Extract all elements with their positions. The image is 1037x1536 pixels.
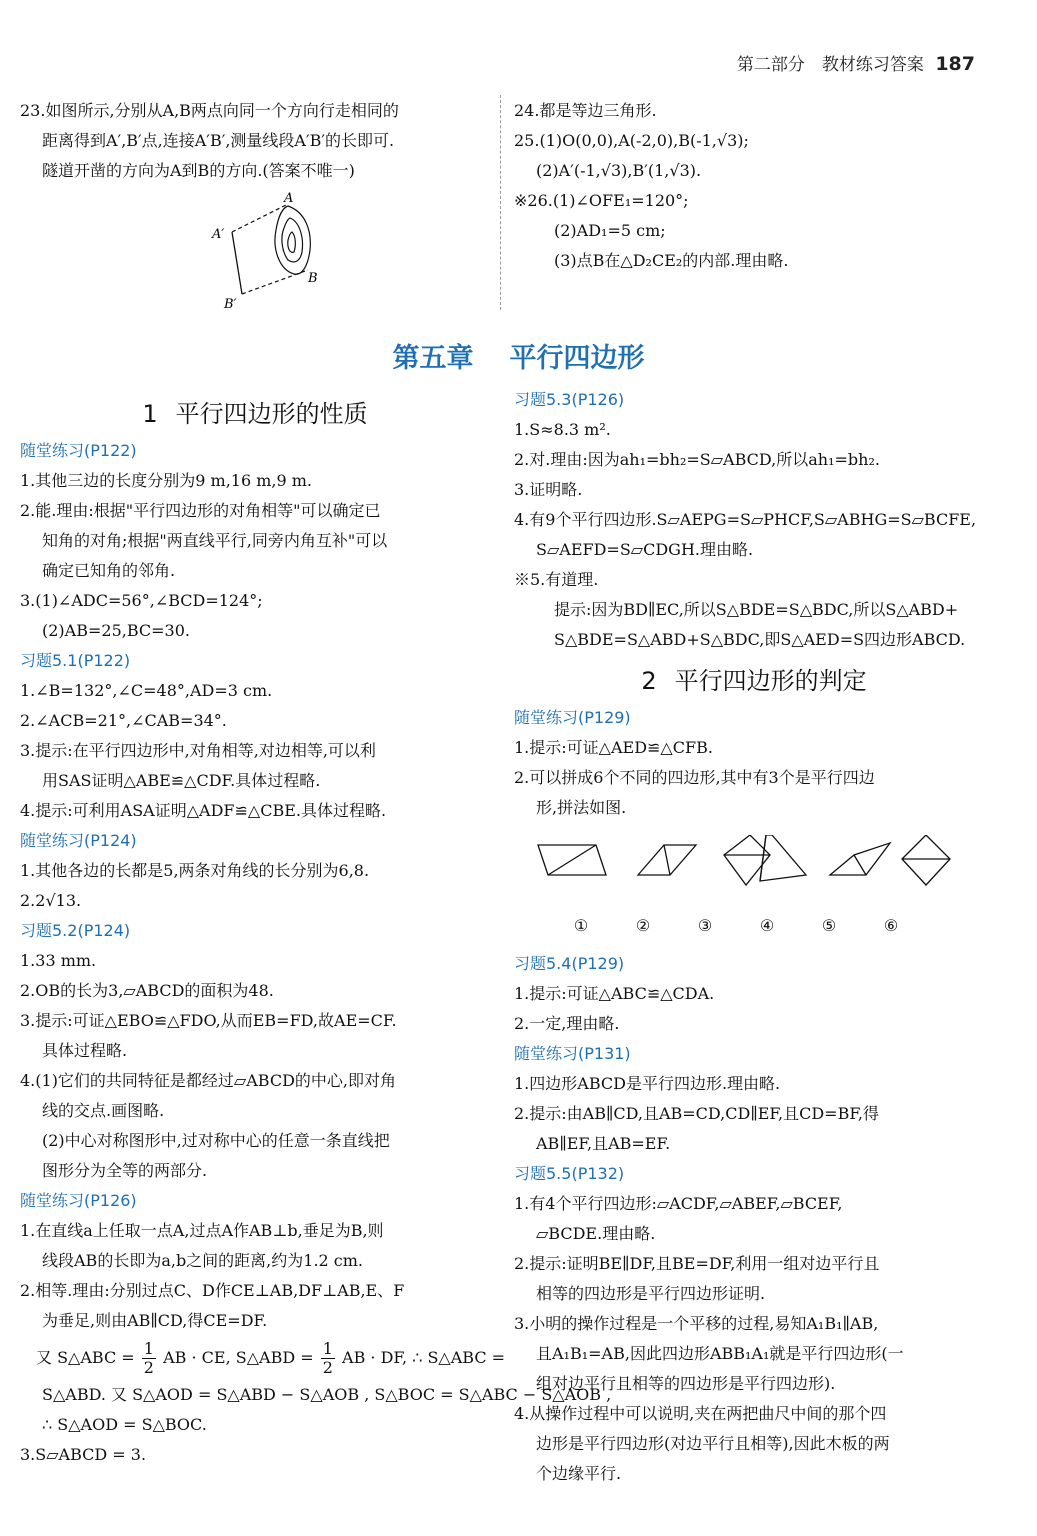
answer-line: ※5.有道理. [514,570,599,589]
answer-line: AB∥EF,且AB=EF. [536,1134,671,1153]
chapter-number: 第五章 [392,343,474,374]
tunnel-figure [210,190,330,315]
answer-line: 4.从操作过程中可以说明,夹在两把曲尺中间的那个四 [514,1404,887,1423]
answer-line: 确定已知角的邻角. [42,561,176,580]
answer-line: 3.提示:在平行四边形中,对角相等,对边相等,可以利 [20,741,376,760]
answer-line: 1.有4个平行四边形:▱ACDF,▱ABEF,▱BCEF, [514,1194,843,1213]
answer-line: ※26.(1)∠OFE₁=120°; [514,191,689,210]
shape-label: ③ [697,916,713,935]
answer-line: 相等的四边形是平行四边形证明. [536,1284,766,1303]
section-heading: 习题5.1(P122) [20,651,131,670]
shape-label: ④ [759,916,775,935]
answer-line: 2.提示:由AB∥CD,且AB=CD,CD∥EF,且CD=BF,得 [514,1104,880,1123]
answer-line: ∴ S△AOD = S△BOC. [42,1415,207,1434]
answer-line: 个边缘平行. [536,1464,622,1483]
answer-line: 线的交点.画图略. [42,1101,165,1120]
fig-label-a-prime: A′ [212,227,225,242]
column-divider [500,95,501,310]
answer-line: 25.(1)O(0,0),A(-2,0),B(-1,√3); [514,131,749,150]
quadrilateral-figures [514,835,994,915]
answer-line: 4.有9个平行四边形.S▱AEPG=S▱PHCF,S▱ABHG=S▱BCFE, [514,510,977,529]
answer-line: 2.可以拼成6个不同的四边形,其中有3个是平行四边 [514,768,875,787]
section-title: 2 平行四边形的判定 [641,667,867,695]
q24-26-block [514,96,994,276]
section-heading: 习题5.5(P132) [514,1164,625,1183]
answer-line: 2.2√13. [20,891,82,910]
answer-line: 1.提示:可证△AED≌△CFB. [514,738,713,757]
answer-line: 提示:因为BD∥EC,所以S△BDE=S△BDC,所以S△ABD+ [554,600,959,619]
answer-line: 具体过程略. [42,1041,128,1060]
answer-line: 1.∠B=132°,∠C=48°,AD=3 cm. [20,681,273,700]
answer-line: 2.OB的长为3,▱ABCD的面积为48. [20,981,274,1000]
answer-line: (2)中心对称图形中,过对称中心的任意一条直线把 [42,1131,390,1150]
answer-line: 用SAS证明△ABE≌△CDF.具体过程略. [42,771,321,790]
answer-line: 形,拼法如图. [536,798,627,817]
section-title: 1 平行四边形的性质 [142,400,368,428]
frac-line: 又 S△ABC = $\frac{1}{2}$ AB · CE, S△ABD = $\frac{1}{2}$ AB · DF, ∴ S△ABC = [36,1339,506,1377]
section-heading: 随堂练习(P131) [514,1044,631,1063]
answer-line: 3.(1)∠ADC=56°,∠BCD=124°; [20,591,263,610]
answer-line: 4.提示:可利用ASA证明△ADF≌△CBE.具体过程略. [20,801,387,820]
answer-line: 且A₁B₁=AB,因此四边形ABB₁A₁就是平行四边形(一 [536,1344,904,1363]
answer-line: 24.都是等边三角形. [514,101,657,120]
shape-label: ① [573,916,589,935]
section-heading: 随堂练习(P122) [20,441,137,460]
section-heading: 随堂练习(P124) [20,831,137,850]
header-title: 第二部分 教材练习答案 [736,55,924,75]
section-heading: 习题5.2(P124) [20,921,131,940]
answer-line: (2)AD₁=5 cm; [554,221,666,240]
fig-label-b: B [308,271,318,286]
q23-line: 隧道开凿的方向为A到B的方向.(答案不唯一) [42,161,355,180]
answer-line: 边形是平行四边形(对边平行且相等),因此木板的两 [536,1434,890,1453]
q23-line: 23.如图所示,分别从A,B两点向同一个方向行走相同的 [20,101,399,120]
answer-line: 1.在直线a上任取一点A,过点A作AB⊥b,垂足为B,则 [20,1221,384,1240]
answer-line: 2.∠ACB=21°,∠CAB=34°. [20,711,227,730]
answer-line: 2.提示:证明BE∥DF,且BE=DF,利用一组对边平行且 [514,1254,880,1273]
answer-line: 2.一定,理由略. [514,1014,620,1033]
section-heading: 习题5.4(P129) [514,954,625,973]
answer-line: 1.33 mm. [20,951,97,970]
figure-labels [514,911,994,941]
answer-line: 组对边平行且相等的四边形是平行四边形). [536,1374,836,1393]
page-header [737,50,975,75]
shape-label: ⑤ [821,916,837,935]
answer-line: 线段AB的长即为a,b之间的距离,约为1.2 cm. [42,1251,364,1270]
answer-line: 3.小明的操作过程是一个平移的过程,易知A₁B₁∥AB, [514,1314,879,1333]
chapter-name: 平行四边形 [509,343,645,374]
answer-line: 3.S▱ABCD = 3. [20,1445,147,1464]
answer-line: ▱BCDE.理由略. [536,1224,656,1243]
answer-line: 1.提示:可证△ABC≌△CDA. [514,984,715,1003]
answer-line: 3.证明略. [514,480,583,499]
answer-line: 为垂足,则由AB∥CD,得CE=DF. [42,1311,268,1330]
chapter-title [0,336,1037,375]
answer-line: 1.S≈8.3 m². [514,420,611,439]
shape-label: ② [635,916,651,935]
answer-line: 知角的对角;根据"两直线平行,同旁内角互补"可以 [42,531,388,550]
answer-line: S▱AEFD=S▱CDGH.理由略. [536,540,754,559]
answer-line: 1.四边形ABCD是平行四边形.理由略. [514,1074,781,1093]
q23-block [20,96,490,186]
answer-line: 1.其他三边的长度分别为9 m,16 m,9 m. [20,471,313,490]
q23-line: 距离得到A′,B′点,连接A′B′,测量线段A′B′的长即可. [42,131,395,150]
shape-label: ⑥ [883,916,899,935]
answer-line: (2)A′(-1,√3),B′(1,√3). [536,161,702,180]
answer-line: 4.(1)它们的共同特征是都经过▱ABCD的中心,即对角 [20,1071,397,1090]
section-heading: 随堂练习(P126) [20,1191,137,1210]
section-heading: 习题5.3(P126) [514,390,625,409]
right-column [514,385,994,1489]
answer-line: S△BDE=S△ABD+S△BDC,即S△AED=S四边形ABCD. [554,630,966,649]
answer-line: 2.对.理由:因为ah₁=bh₂=S▱ABCD,所以ah₁=bh₂. [514,450,880,469]
fig-label-a: A [284,191,294,206]
answer-line: 1.其他各边的长都是5,两条对角线的长分别为6,8. [20,861,370,880]
answer-line: 图形分为全等的两部分. [42,1161,208,1180]
answer-line: 2.能.理由:根据"平行四边形的对角相等"可以确定已 [20,501,381,520]
answer-line: 3.提示:可证△EBO≌△FDO,从而EB=FD,故AE=CF. [20,1011,397,1030]
answer-line: 2.相等.理由:分别过点C、D作CE⊥AB,DF⊥AB,E、F [20,1281,405,1300]
answer-line: S△ABD. 又 S△AOD = S△ABD − S△AOB , S△BOC = S△ABC − S△AOB , [42,1385,612,1404]
answer-line: (2)AB=25,BC=30. [42,621,190,640]
answer-line: (3)点B在△D₂CE₂的内部.理由略. [554,251,789,270]
fig-label-b-prime: B′ [224,297,237,312]
page-number: 187 [935,53,975,75]
section-heading: 随堂练习(P129) [514,708,631,727]
